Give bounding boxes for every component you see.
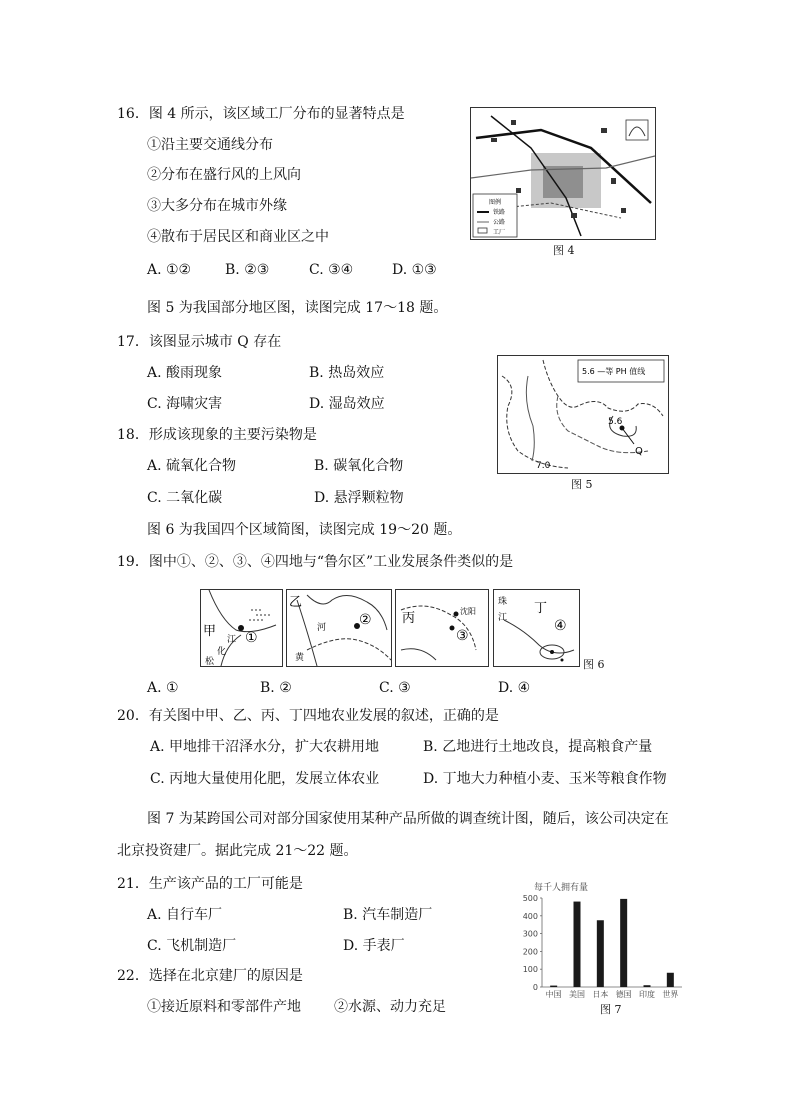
- fig4-legend-factory: 工厂: [493, 229, 506, 236]
- panel-bing-name: 丙: [402, 611, 416, 626]
- figure-4-caption: 图 4: [553, 244, 575, 257]
- q16-item-2: ②分布在盛行风的上风向: [147, 167, 301, 183]
- chart-bar: [597, 920, 604, 987]
- figure-4-map: [470, 107, 656, 240]
- q16-option-d: D. ①③: [392, 262, 437, 278]
- q16-option-b: B. ②③: [225, 262, 270, 278]
- figure-6-panel-bing: [395, 589, 489, 667]
- figure-5-caption: 图 5: [571, 478, 593, 491]
- chart-x-tick-label: 美国: [569, 990, 585, 999]
- chart-y-tick-label: 300: [522, 929, 538, 939]
- panel-yi-drawing: [287, 590, 391, 666]
- q17-option-c: C. 海啸灾害: [147, 396, 223, 412]
- q18-stem: 18．形成该现象的主要污染物是: [117, 427, 317, 443]
- chart-x-tick-label: 德国: [615, 990, 632, 999]
- q22-stem: 22．选择在北京建厂的原因是: [117, 968, 303, 984]
- figure-6-panel-jia: [200, 589, 283, 667]
- figure-6: [200, 589, 580, 669]
- panel-jia-river-song: 松: [205, 657, 215, 666]
- panel-yi-name: 乙: [289, 595, 303, 610]
- chart-x-tick-label: 世界: [662, 990, 679, 999]
- panel-yi-river-he: 河: [317, 623, 327, 633]
- panel-ding-river-zhu: 珠: [498, 597, 508, 607]
- fig5-label-5-6: 5.6: [608, 417, 623, 427]
- fig5-label-7-0: 7.0: [536, 461, 551, 471]
- q16-option-a: A. ①②: [147, 262, 192, 278]
- panel-jia-river-jiang: 江: [227, 635, 237, 645]
- chart-y-tick-label: 500: [522, 894, 538, 903]
- figure-6-panel-ding: [493, 589, 580, 667]
- q20-stem: 20．有关图中甲、乙、丙、丁四地农业发展的叙述，正确的是: [117, 708, 499, 724]
- q19-option-c: C. ③: [379, 680, 411, 696]
- intro-21-line1: 图 7 为某跨国公司对部分国家使用某种产品所做的调查统计图，随后，该公司决定在: [147, 811, 669, 827]
- q21-option-c: C. 飞机制造厂: [147, 938, 237, 954]
- chart-x-tick-label: 印度: [639, 990, 655, 999]
- panel-bing-drawing: [396, 590, 488, 666]
- q16-stem: 16．图 4 所示，该区域工厂分布的显著特点是: [117, 106, 405, 122]
- q21-stem: 21．生产该产品的工厂可能是: [117, 876, 303, 892]
- figure-4-map-drawing: [471, 108, 655, 239]
- q21-option-d: D. 手表厂: [343, 938, 405, 954]
- fig4-legend-highway: 公路: [493, 219, 506, 226]
- figure-6-caption: 图 6: [583, 658, 605, 671]
- panel-ding-name: 丁: [534, 601, 548, 616]
- q16-item-3: ③大多分布在城市外缘: [147, 198, 287, 214]
- q17-option-b: B. 热岛效应: [309, 365, 385, 381]
- q18-option-d: D. 悬浮颗粒物: [314, 490, 404, 506]
- chart-y-tick-label: 0: [532, 983, 538, 992]
- figure-6-panel-yi: [286, 589, 392, 667]
- q19-stem: 19．图中①、②、③、④四地与“鲁尔区”工业发展条件类似的是: [117, 554, 514, 570]
- panel-yi-river-huang: 黄: [295, 653, 305, 663]
- q18-option-c: C. 二氧化碳: [147, 490, 223, 506]
- panel-jia-name: 甲: [203, 624, 217, 639]
- q19-option-d: D. ④: [498, 680, 531, 696]
- chart-bar: [574, 902, 581, 987]
- q17-stem: 17．该图显示城市 Q 存在: [117, 334, 282, 350]
- chart-y-tick-label: 200: [522, 947, 538, 957]
- chart-bar: [620, 899, 627, 987]
- chart-title: 每千人拥有量: [534, 883, 589, 893]
- q20-option-c: C. 丙地大量使用化肥，发展立体农业: [150, 771, 380, 787]
- chart-bar: [550, 986, 557, 987]
- q18-option-b: B. 碳氧化合物: [314, 458, 404, 474]
- chart-y-tick-label: 100: [522, 965, 538, 975]
- q19-option-b: B. ②: [260, 680, 292, 696]
- panel-jia-river-hua: 化: [217, 647, 227, 657]
- q18-option-a: A. 硫氧化合物: [147, 458, 237, 474]
- panel-yi-marker: ②: [359, 612, 372, 628]
- figure-5-map: [497, 355, 669, 474]
- q19-option-a: A. ①: [147, 680, 179, 696]
- panel-jia-marker: ①: [245, 630, 258, 646]
- figure-7-chart: [512, 880, 687, 1005]
- chart-x-tick-label: 日本: [592, 990, 609, 999]
- q17-option-d: D. 湿岛效应: [309, 396, 385, 412]
- q17-option-a: A. 酸雨现象: [147, 365, 223, 381]
- intro-19-20: 图 6 为我国四个区域简图，读图完成 19～20 题。: [147, 522, 462, 538]
- fig5-legend: 5.6 —等 PH 值线: [582, 367, 646, 376]
- figure-7-caption: 图 7: [600, 1003, 622, 1016]
- chart-bar: [644, 985, 651, 987]
- q20-option-d: D. 丁地大力种植小麦、玉米等粮食作物: [423, 771, 667, 787]
- q21-option-a: A. 自行车厂: [147, 907, 223, 923]
- intro-17-18: 图 5 为我国部分地区图，读图完成 17～18 题。: [147, 300, 448, 316]
- q16-option-c: C. ③④: [309, 262, 354, 278]
- fig4-legend-title: 图例: [489, 199, 502, 206]
- intro-21-line2: 北京投资建厂。据此完成 21～22 题。: [117, 843, 358, 859]
- q20-option-a: A. 甲地排干沼泽水分，扩大农耕用地: [150, 739, 380, 755]
- panel-bing-marker: ③: [456, 628, 469, 644]
- q16-item-1: ①沿主要交通线分布: [147, 137, 273, 153]
- panel-bing-city: 沈阳: [460, 607, 476, 616]
- chart-x-tick-label: 中国: [545, 990, 562, 999]
- chart-y-tick-label: 400: [522, 911, 538, 921]
- fig4-legend-railway: 铁路: [493, 209, 506, 216]
- fig5-label-q: Q: [635, 446, 643, 457]
- q21-option-b: B. 汽车制造厂: [343, 907, 433, 923]
- q22-item-2: ②水源、动力充足: [334, 999, 446, 1015]
- q22-item-1: ①接近原料和零部件产地: [147, 999, 301, 1015]
- q16-item-4: ④散布于居民区和商业区之中: [147, 229, 329, 245]
- panel-ding-drawing: [494, 590, 579, 666]
- panel-jia-drawing: [201, 590, 282, 666]
- chart-bar: [667, 973, 674, 987]
- panel-ding-marker: ④: [554, 618, 567, 634]
- figure-5-map-drawing: [498, 356, 668, 473]
- panel-ding-river-jiang: 江: [498, 613, 508, 623]
- q20-option-b: B. 乙地进行土地改良，提高粮食产量: [423, 739, 653, 755]
